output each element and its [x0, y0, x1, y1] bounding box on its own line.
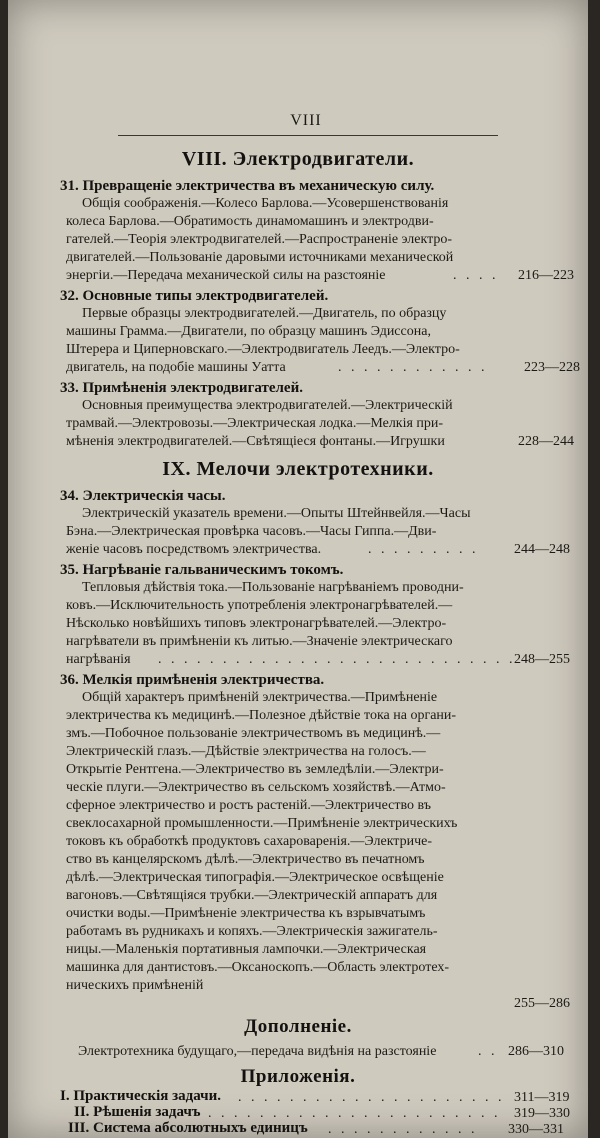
entry-line: Бэна.—Электрическая провѣрка часовъ.—Часы Гиппа.—Дви- [66, 524, 437, 539]
leader-dots: . . . . . . . . . . . . . . . . . . . . . . . [208, 1106, 501, 1121]
entry-line: нагрѣватели въ примѣненіи къ литью.—Значеніе электрическаго [66, 634, 453, 649]
appendix-pages-2: 319—330 [514, 1106, 570, 1121]
entry-line: машинка для дантистовъ.—Оксаноскопъ.—Область электротех- [66, 960, 450, 975]
appendix-item-3: III. Система абсолютныхъ единицъ [68, 1120, 308, 1136]
entry-line: Тепловыя дѣйствія тока.—Пользованіе нагрѣваніемъ проводни- [82, 580, 464, 595]
entry-pages-36: 255—286 [514, 996, 570, 1011]
entry-line: гателей.—Теорія электродвигателей.—Распространеніе электро- [66, 232, 453, 247]
entry-title-34: 34. Электрическія часы. [60, 488, 226, 504]
entry-line: змъ.—Побочное пользованіе электричествомъ въ медицинѣ.— [66, 726, 441, 741]
entry-line: энергіи.—Передача механической силы на разстояніе [66, 268, 386, 283]
entry-pages-34: 244—248 [514, 542, 570, 557]
entry-line: свеклосахарной промышленности.—Примѣненіе электрическихъ [66, 816, 458, 831]
entry-pages-35: 248—255 [514, 652, 570, 667]
leader-dots: . . . . . . . . . . . . . . . . . . . . . [238, 1090, 505, 1105]
entry-line: Общія соображенія.—Колесо Барлова.—Усовершенствованія [82, 196, 449, 211]
leader-dots: . . . . . . . . . [368, 542, 479, 557]
entry-line: нагрѣванія [66, 652, 131, 667]
book-page [8, 0, 588, 1138]
entry-line: Нѣсколько новѣйшихъ типовъ электронагрѣвателей.—Электро- [66, 616, 447, 631]
entry-line: Открытіе Рентгена.—Электричество въ земледѣліи.—Электри- [66, 762, 444, 777]
entry-line: ническихъ примѣненій [66, 978, 204, 993]
leader-dots: . . . . . . . . . . . . [338, 360, 488, 375]
entry-line: дѣлѣ.—Электрическая типографія.—Электрическое освѣщеніе [66, 870, 444, 885]
entry-line: работамъ въ рудникахъ и копяхъ.—Электрическія зажигатель- [66, 924, 438, 939]
appendix-item-1: I. Практическія задачи. [60, 1088, 222, 1104]
entry-title-35: 35. Нагрѣваніе гальваническимъ токомъ. [60, 562, 344, 578]
entry-title-32: 32. Основные типы электродвигателей. [60, 288, 329, 304]
entry-line: вагоновъ.—Свѣтящіяся трубки.—Электрическій аппаратъ для [66, 888, 438, 903]
entry-title-36: 36. Мелкія примѣненія электричества. [60, 672, 325, 688]
entry-line: Штерера и Циперновскаго.—Электродвигатель Леедъ.—Электро- [66, 342, 460, 357]
page-number: VIII [290, 112, 322, 129]
leader-dots: . . . . . . . . . . . . . . . . . . . . . . . . . . . . [158, 652, 516, 667]
entry-line: двигатель, на подобіе машины Уатта [66, 360, 286, 375]
appendix-pages-3: 330—331 [508, 1122, 564, 1137]
entry-title-33: 33. Примѣненія электродвигателей. [60, 380, 303, 396]
entry-line: Общій характеръ примѣненій электричества.—Примѣненіе [82, 690, 438, 705]
entry-line: Электрическій глазъ.—Дѣйствіе электричества на голосъ.— [66, 744, 426, 759]
entry-line: Основныя преимущества электродвигателей.—Электрическій [82, 398, 453, 413]
leader-dots: . . . . [453, 268, 499, 283]
entry-pages-32: 223—228 [524, 360, 580, 375]
entry-line: очистки воды.—Примѣненіе электричества къ взрывчатымъ [66, 906, 426, 921]
entry-line: токовъ къ обработкѣ продуктовъ сахароваренія.—Электриче- [66, 834, 433, 849]
supplement-line: Электротехника будущаго,—передача видѣнія на разстояніе [78, 1044, 437, 1059]
supplement-title: Дополненіе. [244, 1016, 352, 1037]
entry-line: трамвай.—Электровозы.—Электрическая лодка.—Мелкія при- [66, 416, 444, 431]
entry-title-31: 31. Превращеніе электричества въ механическую силу. [60, 178, 435, 194]
entry-line: Первые образцы электродвигателей.—Двигатель, по образцу [82, 306, 447, 321]
section-title-ix: IX. Мелочи электротехники. [162, 458, 434, 480]
entry-pages-31: 216—223 [518, 268, 574, 283]
appendix-item-2: II. Рѣшенія задачъ [74, 1104, 201, 1120]
header-rule [118, 135, 498, 136]
entry-line: ницы.—Маленькія портативныя лампочки.—Электрическая [66, 942, 427, 957]
leader-dots: . . . . . . . . . . . . [328, 1122, 478, 1137]
entry-line: ковъ.—Исключительность употребленія электронагрѣвателей.— [66, 598, 453, 613]
appendix-pages-1: 311—319 [514, 1090, 570, 1105]
entry-line: двигателей.—Пользованіе даровыми источниками механической [66, 250, 454, 265]
entry-pages-33: 228—244 [518, 434, 574, 449]
entry-line: мѣненія электродвигателей.—Свѣтящіеся фонтаны.—Игрушки [66, 434, 445, 449]
entry-line: колеса Барлова.—Обратимость динамомашинъ и электродви- [66, 214, 434, 229]
entry-line: электричества къ медицинѣ.—Полезное дѣйствіе тока на органи- [66, 708, 457, 723]
section-title-viii: VIII. Электродвигатели. [181, 148, 415, 170]
supplement-pages: 286—310 [508, 1044, 564, 1059]
entry-line: машины Грамма.—Двигатели, по образцу машинъ Эдиссона, [66, 324, 431, 339]
entry-line: сферное электричество и ростъ растеній.—Электричество въ [66, 798, 432, 813]
entry-line: Электрическій указатель времени.—Опыты Штейнвейля.—Часы [82, 506, 471, 521]
leader-dots: . . [478, 1044, 498, 1059]
appendices-title: Приложенія. [240, 1066, 356, 1087]
entry-line: ческіе плуги.—Электричество въ сельскомъ хозяйствѣ.—Атмо- [66, 780, 446, 795]
entry-line: ство въ канцелярскомъ дѣлѣ.—Электричество въ печатномъ [66, 852, 425, 867]
entry-line: женіе часовъ посредствомъ электричества. [66, 542, 322, 557]
